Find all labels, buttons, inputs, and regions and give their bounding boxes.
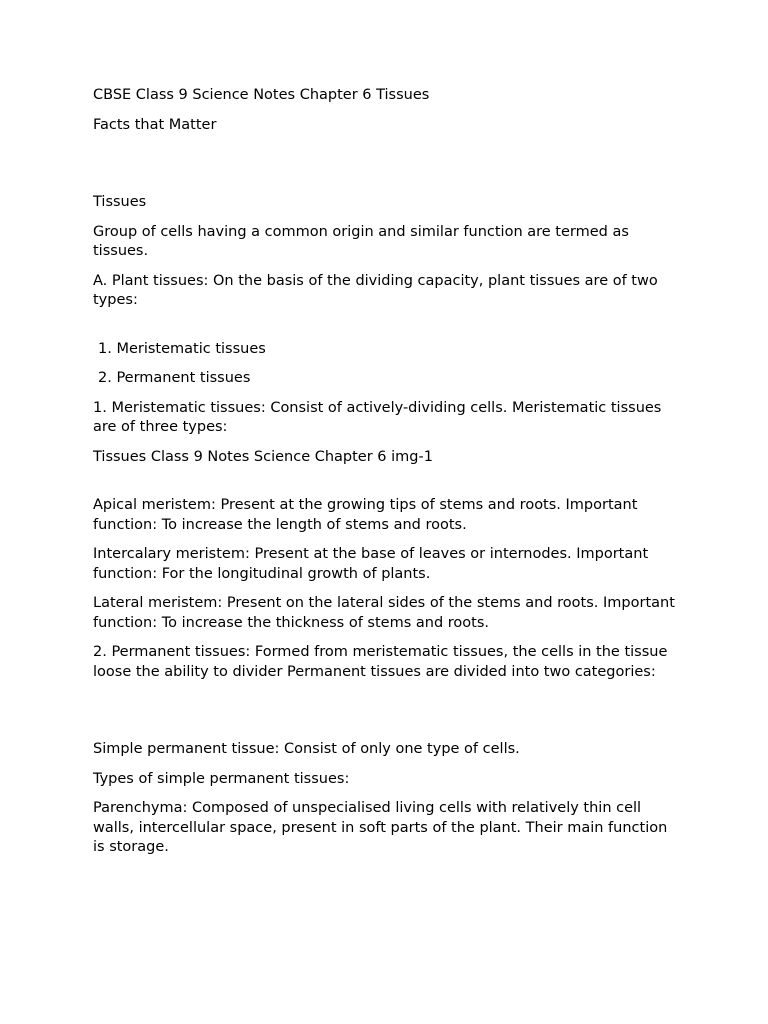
spacer [93, 321, 683, 340]
parenchyma-paragraph: Parenchyma: Composed of unspecialised living cells with relatively thin cell walls, intercellular space, present in soft parts of the plant. Their main function is storage. [93, 800, 668, 855]
document-page [93, 86, 683, 868]
intercalary-meristem-paragraph: Intercalary meristem: Present at the base of leaves or internodes. Important function: For the longitudinal growth of plants. [93, 546, 649, 582]
spacer [93, 692, 683, 740]
simple-permanent-paragraph: Simple permanent tissue: Consist of only one type of cells. [93, 741, 520, 757]
document-subtitle: Facts that Matter [93, 116, 217, 133]
spacer [93, 477, 683, 496]
plant-tissues-paragraph: A. Plant tissues: On the basis of the dividing capacity, plant tissues are of two types: [93, 272, 658, 308]
spacer [93, 145, 683, 193]
list-item: 1. Meristematic tissues [98, 340, 266, 357]
document-title: CBSE Class 9 Science Notes Chapter 6 Tissues [93, 87, 430, 103]
lateral-meristem-paragraph: Lateral meristem: Present on the lateral sides of the stems and roots. Important function: To increase the thickness of stems and roots. [93, 595, 675, 631]
section-heading: Tissues [93, 194, 147, 210]
apical-meristem-paragraph: Apical meristem: Present at the growing tips of stems and roots. Important function: To increase the length of stems and roots. [93, 497, 638, 533]
permanent-tissues-paragraph: 2. Permanent tissues: Formed from meristematic tissues, the cells in the tissue loose the ability to divider Permanent tissues are divided into two categories: [93, 644, 668, 680]
definition-paragraph: Group of cells having a common origin and similar function are termed as tissues. [93, 223, 629, 259]
types-simple-paragraph: Types of simple permanent tissues: [93, 770, 350, 787]
image-caption: Tissues Class 9 Notes Science Chapter 6 img-1 [93, 448, 433, 465]
list-item: 2. Permanent tissues [98, 370, 251, 386]
meristematic-paragraph: 1. Meristematic tissues: Consist of actively-dividing cells. Meristematic tissues are of three types: [93, 399, 662, 435]
